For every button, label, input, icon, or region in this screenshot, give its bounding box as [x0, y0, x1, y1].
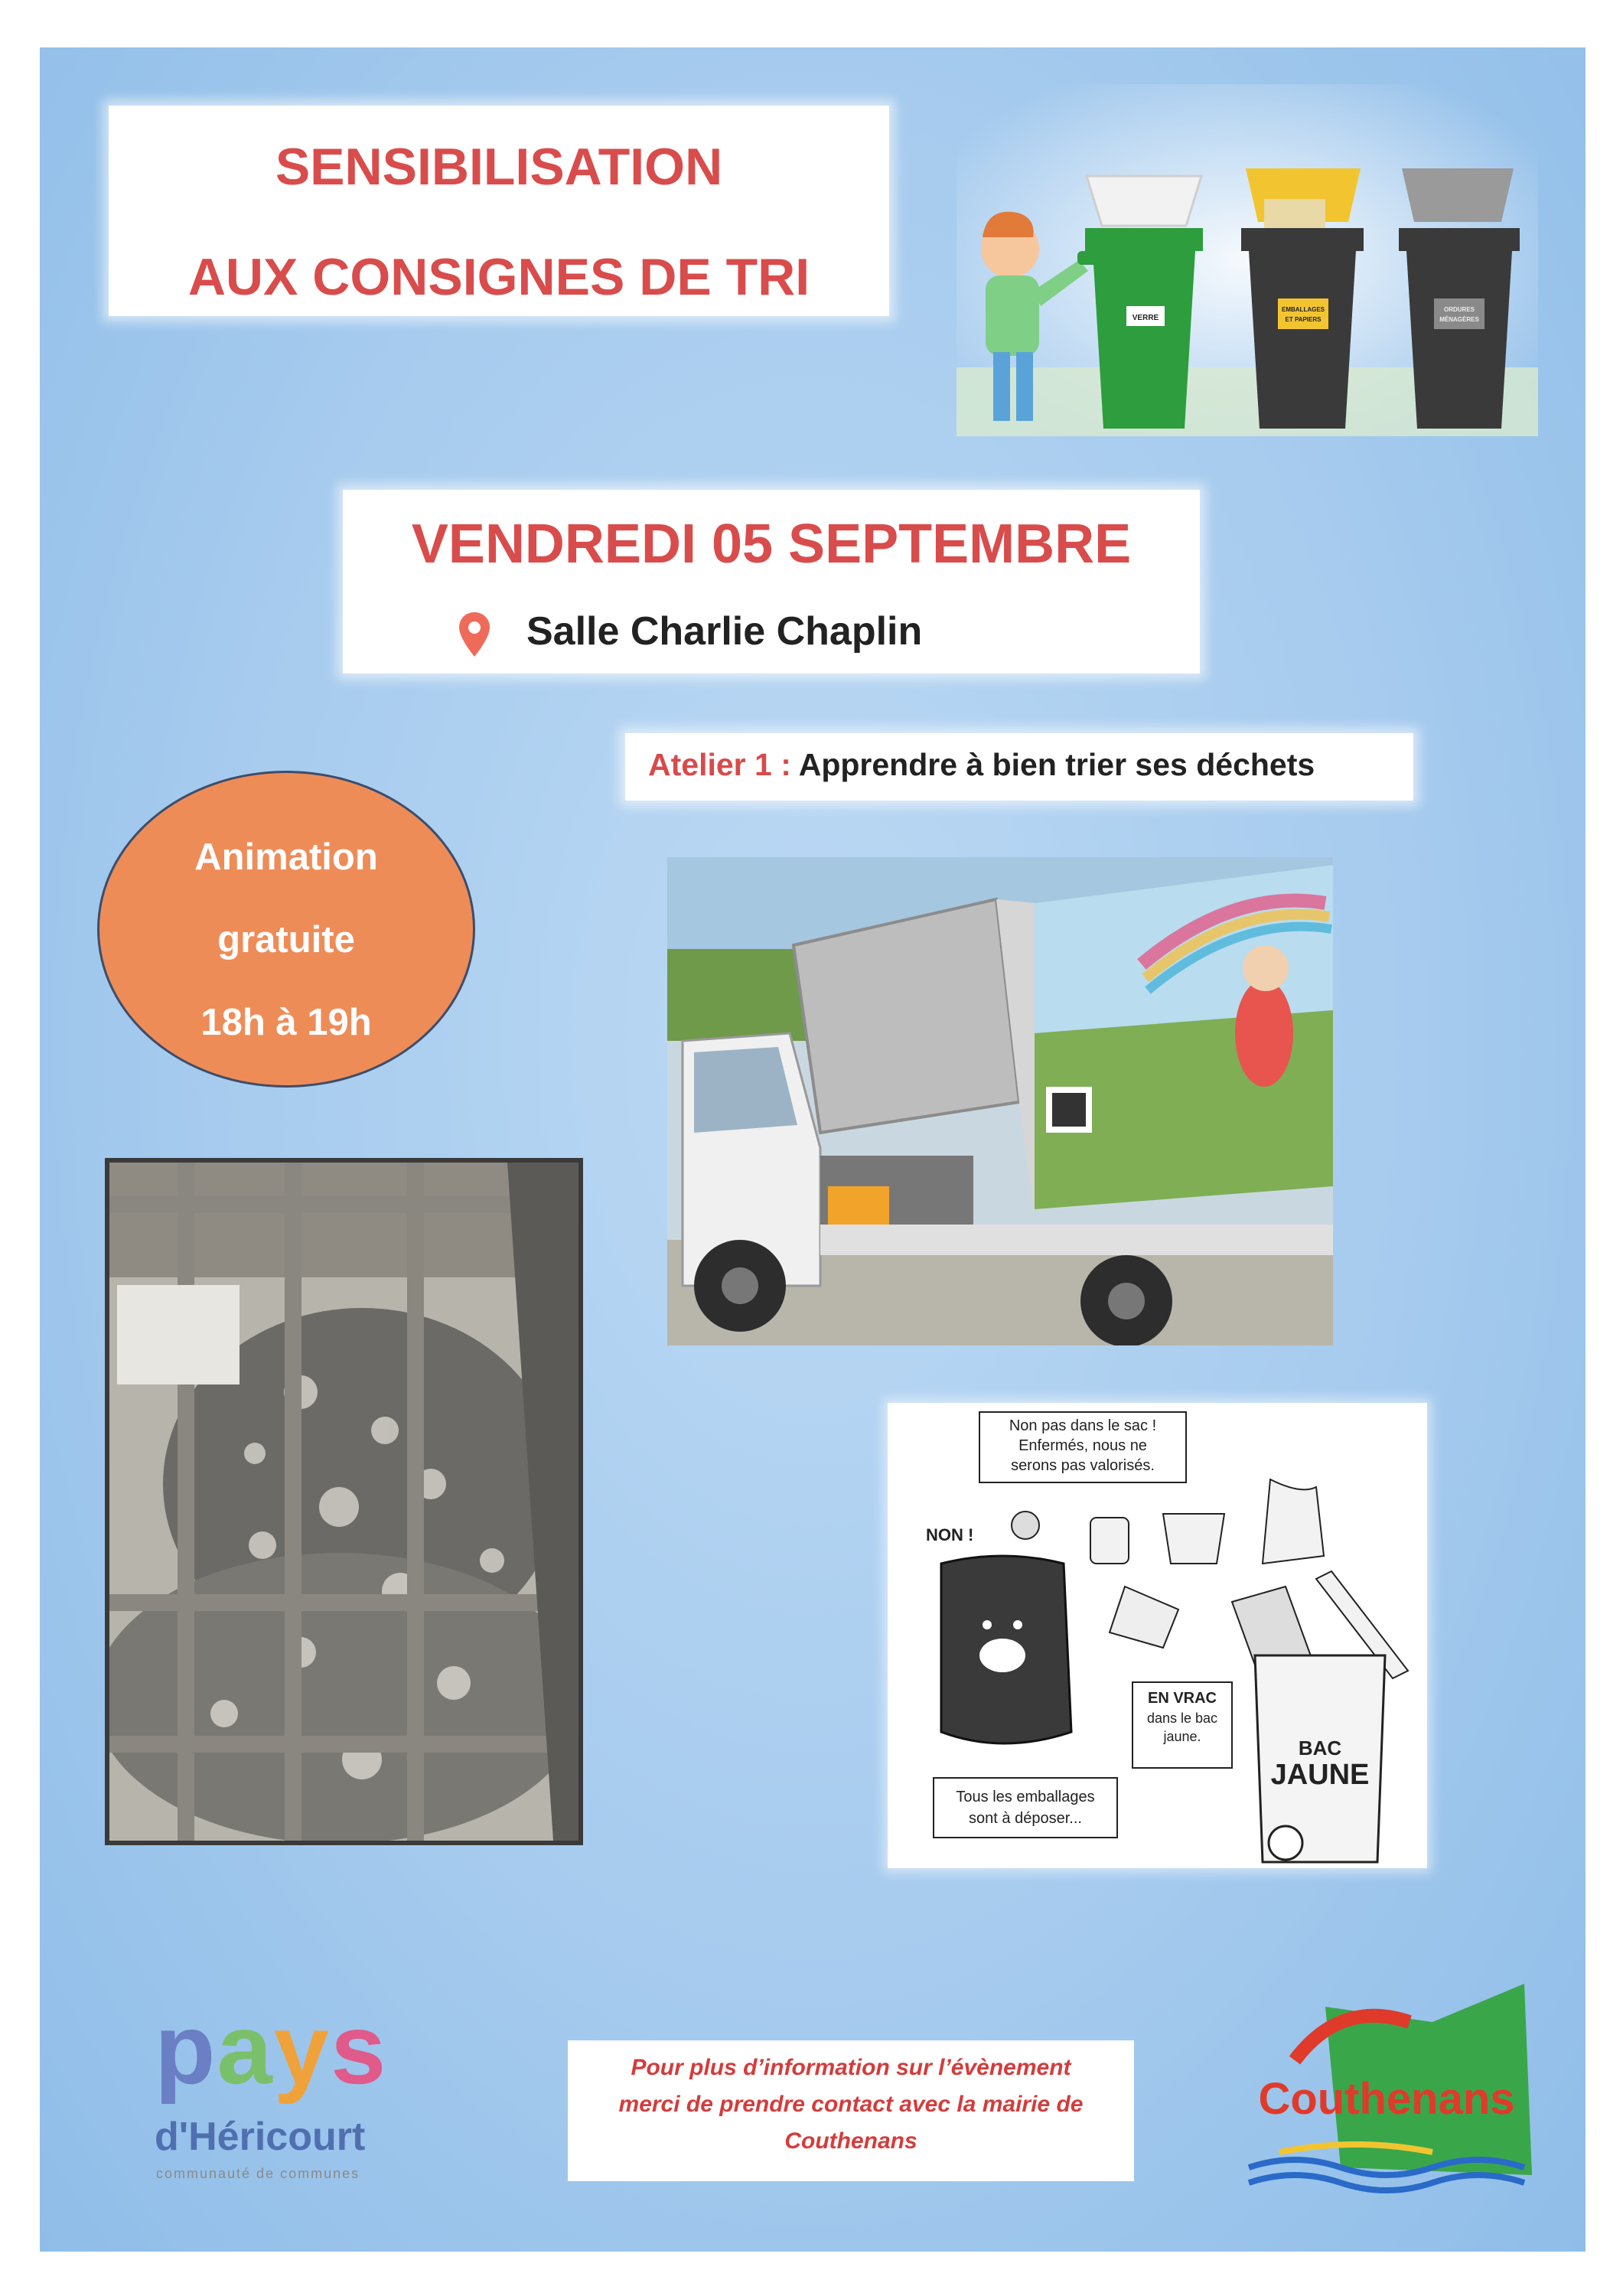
location-pin-icon	[458, 611, 491, 658]
bin-household	[1399, 168, 1520, 429]
badge-line-3: 18h à 19h	[200, 1002, 372, 1043]
comic-bubble-bottom-2: sont à déposer...	[969, 1810, 1082, 1827]
badge-line-1: Animation	[194, 837, 378, 878]
title-line-1: SENSIBILISATION	[275, 138, 723, 196]
pays-hericourt-logo	[124, 1993, 445, 2190]
svg-text:ORDURES: ORDURES	[1443, 306, 1475, 313]
comic-bubble-top-2: Enfermés, nous ne	[1018, 1437, 1147, 1454]
workshop-title: Apprendre à bien trier ses déchets	[798, 747, 1315, 782]
comic-bubble-bottom-1: Tous les emballages	[956, 1789, 1095, 1805]
workshop-prefix: Atelier 1 :	[648, 747, 791, 782]
pays-logo-main: pays	[155, 1993, 388, 2105]
comic-bin-label-1: BAC	[1298, 1737, 1342, 1760]
info-line-1: Pour plus d’information sur l’évènement	[631, 2055, 1071, 2080]
couthenans-logo	[1234, 1976, 1540, 2198]
comic-non: NON !	[926, 1525, 974, 1544]
workshop-box	[625, 733, 1413, 801]
svg-text:MÉNAGÈRES: MÉNAGÈRES	[1439, 316, 1479, 323]
comic-bin-label-2: JAUNE	[1270, 1759, 1370, 1791]
comic-bubble-top-1: Non pas dans le sac !	[1009, 1417, 1157, 1434]
bin-packaging	[1241, 168, 1364, 429]
contact-info-box	[568, 2040, 1134, 2181]
pays-logo-small: communauté de communes	[156, 2166, 360, 2181]
event-date: VENDREDI 05 SEPTEMBRE	[411, 514, 1132, 575]
svg-text:EMBALLAGES: EMBALLAGES	[1282, 306, 1325, 313]
couthenans-logo-text: Couthenans	[1258, 2074, 1515, 2124]
title-line-2: AUX CONSIGNES DE TRI	[187, 248, 810, 306]
sorting-comic	[888, 1403, 1427, 1868]
bin-label-glass: VERRE	[1132, 314, 1159, 322]
workshop-text	[648, 747, 1315, 783]
comic-vrac-title: EN VRAC	[1147, 1690, 1217, 1707]
title-box	[109, 106, 889, 316]
badge-line-2: gratuite	[217, 919, 355, 960]
pays-logo-sub: d'Héricourt	[155, 2115, 366, 2159]
info-line-2: merci de prendre contact avec la mairie de	[618, 2092, 1084, 2117]
comic-vrac-line-1: dans le bac	[1146, 1711, 1218, 1726]
truck-photo	[667, 857, 1333, 1345]
svg-text:ET PAPIERS: ET PAPIERS	[1285, 316, 1322, 323]
info-line-3: Couthenans	[784, 2128, 917, 2154]
comic-vrac-line-2: jaune.	[1163, 1729, 1201, 1744]
sorting-center-photo	[105, 1158, 583, 1845]
event-venue: Salle Charlie Chaplin	[526, 609, 923, 654]
date-venue-box	[343, 490, 1200, 673]
bin-glass	[1085, 176, 1203, 429]
sorting-bins-illustration	[957, 84, 1538, 436]
free-animation-badge	[97, 771, 475, 1088]
comic-bubble-top-3: serons pas valorisés.	[1011, 1457, 1155, 1474]
